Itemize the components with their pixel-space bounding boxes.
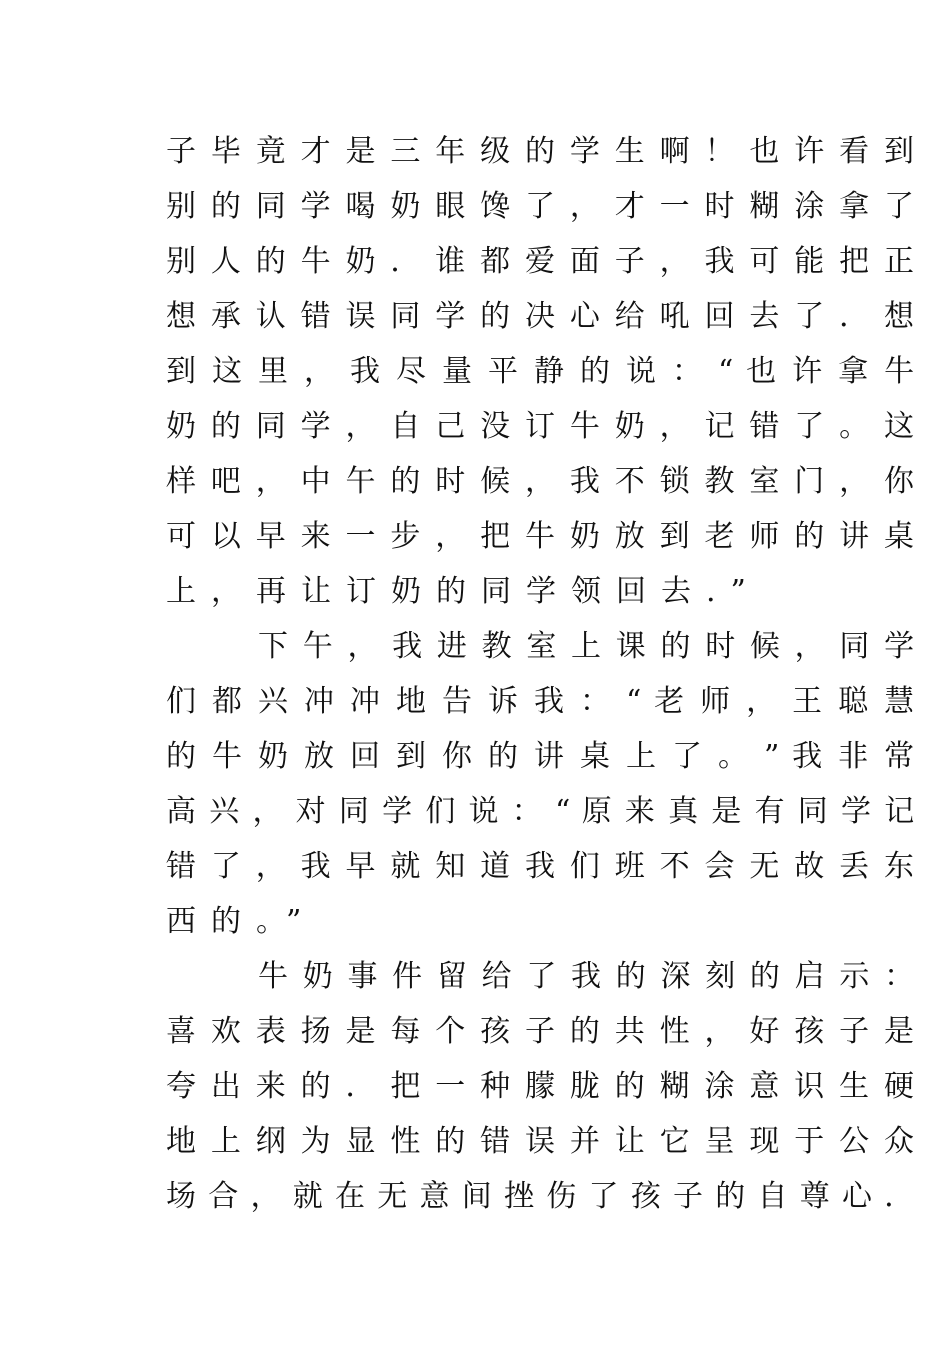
paragraph-start-line: 牛 奶 事 件 留 给 了 我 的 深 刻 的 启 示 ： bbox=[258, 959, 915, 994]
text-line: 错 了 ， 我 早 就 知 道 我 们 班 不 会 无 故 丢 东 bbox=[166, 849, 914, 884]
text-line: 喜 欢 表 扬 是 每 个 孩 子 的 共 性 ， 好 孩 子 是 bbox=[166, 1014, 914, 1049]
text-line: 高 兴 ， 对 同 学 们 说 ： “ 原 来 真 是 有 同 学 记 bbox=[166, 794, 915, 829]
text-line: 别 的 同 学 喝 奶 眼 馋 了 ， 才 一 时 糊 涂 拿 了 bbox=[166, 189, 914, 224]
text-line: 想 承 认 错 误 同 学 的 决 心 给 吼 回 去 了 ． 想 bbox=[166, 299, 914, 334]
text-line: 夸 出 来 的 ． 把 一 种 朦 胧 的 糊 涂 意 识 生 硬 bbox=[166, 1069, 914, 1104]
text-line: 地 上 纲 为 显 性 的 错 误 并 让 它 呈 现 于 公 众 bbox=[166, 1124, 914, 1159]
paragraph-end-line: 西的。” bbox=[166, 904, 317, 939]
text-line: 们 都 兴 冲 冲 地 告 诉 我 ： “ 老 师 ， 王 聪 慧 bbox=[166, 684, 915, 719]
text-line: 可 以 早 来 一 步 ， 把 牛 奶 放 到 老 师 的 讲 桌 bbox=[166, 519, 914, 554]
text-line: 子 毕 竟 才 是 三 年 级 的 学 生 啊 ！ 也 许 看 到 bbox=[166, 134, 914, 169]
text-line: 的 牛 奶 放 回 到 你 的 讲 桌 上 了 。 ” 我 非 常 bbox=[166, 739, 915, 774]
text-line: 样 吧 ， 中 午 的 时 候 ， 我 不 锁 教 室 门 ， 你 bbox=[166, 464, 914, 499]
paragraph-end-line: 上，再让订奶的同学领回去.” bbox=[166, 574, 761, 609]
text-line: 场 合 ， 就 在 无 意 间 挫 伤 了 孩 子 的 自 尊 心 ． bbox=[166, 1179, 915, 1214]
text-line: 别 人 的 牛 奶 ． 谁 都 爱 面 子 ， 我 可 能 把 正 bbox=[166, 244, 914, 279]
text-line: 到 这 里 ， 我 尽 量 平 静 的 说 ： “ 也 许 拿 牛 bbox=[166, 354, 915, 389]
paragraph-start-line: 下 午 ， 我 进 教 室 上 课 的 时 候 ， 同 学 bbox=[258, 629, 915, 664]
text-line: 奶 的 同 学 ， 自 己 没 订 牛 奶 ， 记 错 了 。 这 bbox=[166, 409, 914, 444]
document-body bbox=[166, 124, 926, 1224]
